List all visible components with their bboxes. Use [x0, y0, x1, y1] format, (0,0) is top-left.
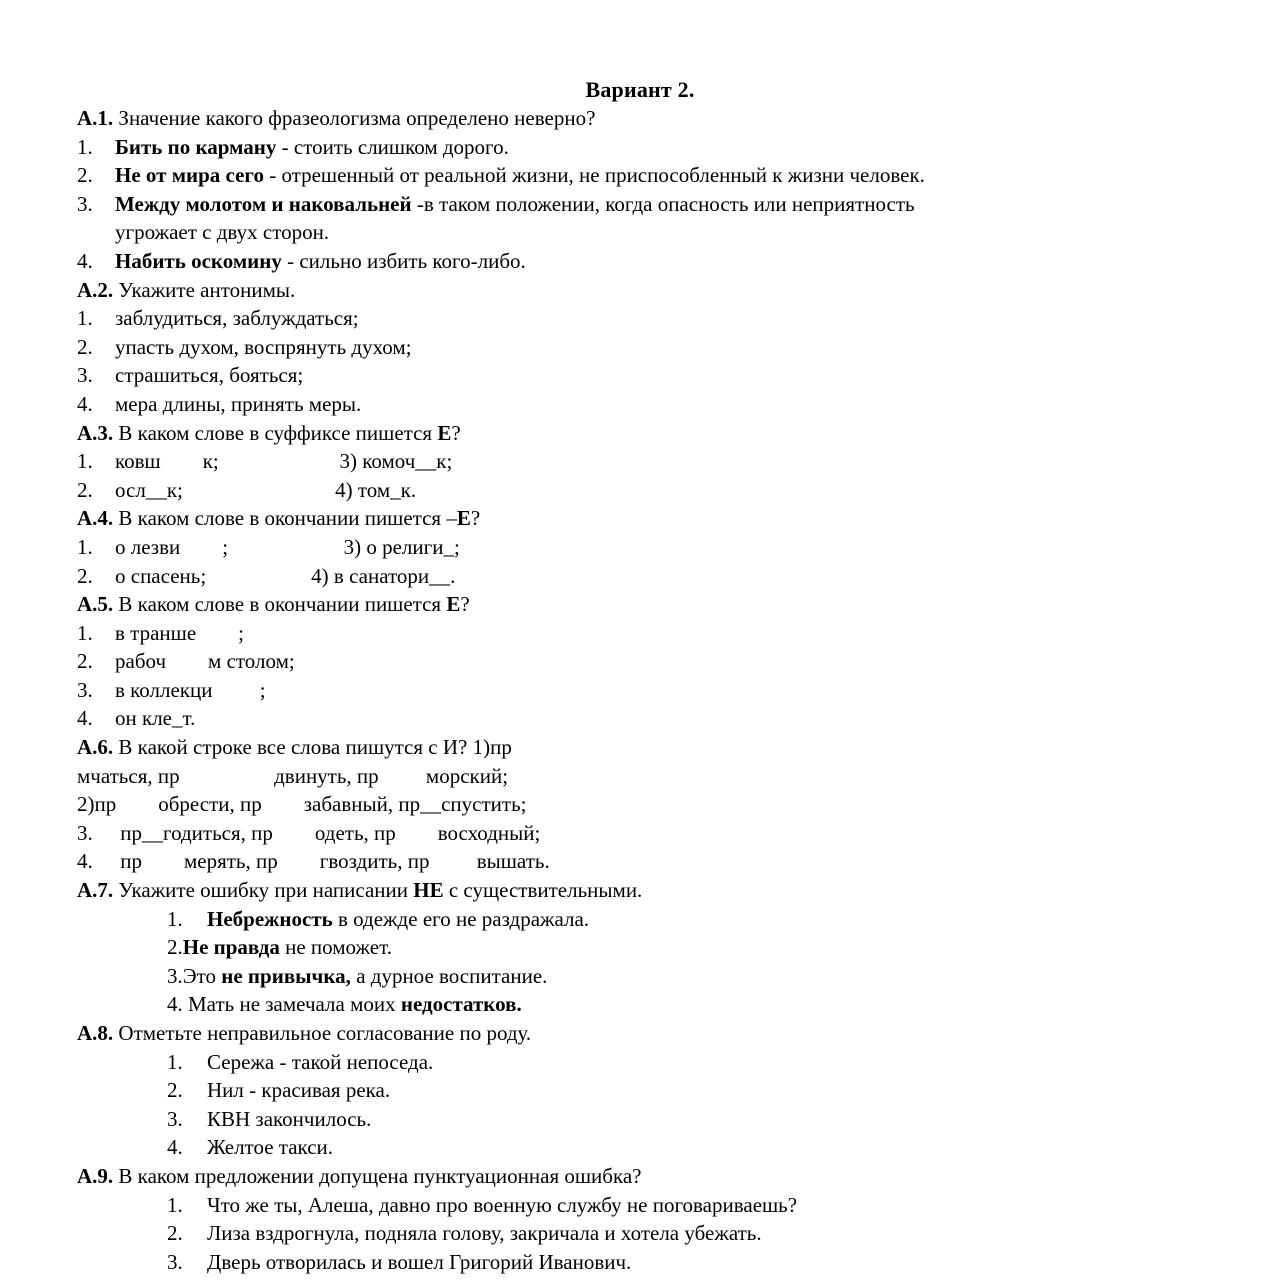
answer-option-number: 3.: [77, 820, 93, 845]
answer-option[interactable]: [0, 619, 1280, 648]
page-title: Вариант 2.: [585, 77, 695, 102]
answer-option-emphasis: Между молотом и наковальней: [115, 191, 412, 216]
question-prompt-tail: ?: [451, 420, 461, 445]
answer-option[interactable]: [0, 333, 1280, 362]
answer-option-text: [207, 1219, 1260, 1248]
answer-option-text: [207, 1248, 1260, 1277]
answer-option-emphasis: Набить оскомину: [115, 248, 282, 273]
answer-option-emphasis: недостатков.: [400, 992, 522, 1017]
answer-option[interactable]: [0, 990, 1280, 1019]
answer-option-number: 1.: [77, 134, 93, 159]
answer-option-text: [207, 905, 1260, 934]
answer-option-number: 2.: [77, 649, 93, 674]
question-block-a-6: [0, 733, 1280, 876]
answer-option-number: 1.: [77, 306, 93, 331]
answer-option-text: [115, 333, 1250, 362]
answer-option[interactable]: [0, 962, 1280, 991]
question-block-a-2: [0, 276, 1280, 419]
answer-option-number: 1.: [77, 534, 93, 559]
answer-option-number: 2.: [77, 163, 93, 188]
answer-option-text: [115, 647, 1250, 676]
answer-option-text: [115, 562, 1250, 591]
answer-option-rest: страшиться, бояться;: [115, 363, 304, 388]
question-label: А.8.: [77, 1021, 114, 1045]
answer-option-number: 2.: [167, 935, 183, 960]
question-runover-line: мчаться, пр двинуть, пр морский;: [77, 763, 509, 788]
answer-option-number: 1.: [167, 1049, 183, 1074]
answer-option-rest: Дверь отворилась и вошел Григорий Иванович.: [207, 1249, 632, 1274]
question-block-a-1: [0, 104, 1280, 276]
answer-option-text: [115, 304, 1250, 333]
answer-option[interactable]: [0, 161, 1280, 190]
question-prompt-emphasis: Е: [446, 592, 461, 617]
answer-option[interactable]: [0, 1076, 1280, 1105]
question-heading: [0, 733, 1280, 762]
answer-option[interactable]: [0, 476, 1280, 505]
question-label: А.3.: [77, 420, 114, 445]
question-prompt-emphasis: Е: [456, 506, 471, 531]
answer-option-number: 1.: [167, 906, 183, 931]
question-block-a-9: [0, 1162, 1280, 1276]
answer-option-number: 2.: [77, 477, 93, 502]
answer-option-rest: - отрешенный от реальной жизни, не приспособленный к жизни человек.: [263, 163, 925, 188]
answer-option-rest: мера длины, принять меры.: [115, 391, 362, 416]
answer-option-rest: Лиза вздрогнула, подняла голову, закричала и хотела убежать.: [207, 1221, 762, 1246]
answer-option-rest: рабоч м столом;: [115, 649, 295, 674]
answer-option-number: 3.: [167, 963, 183, 988]
answer-option[interactable]: [0, 847, 1280, 876]
answer-option-number: 2.: [77, 334, 93, 359]
answer-option[interactable]: [0, 933, 1280, 962]
answer-option-number: 4.: [77, 248, 93, 273]
question-block-a-3: [0, 419, 1280, 505]
answer-option[interactable]: [0, 647, 1280, 676]
answer-option[interactable]: [0, 190, 1280, 219]
question-heading: [0, 276, 1280, 305]
answer-option-number: 2.: [167, 1078, 183, 1103]
answer-option-number: 2.: [167, 1221, 183, 1246]
answer-option-rest: осл__к; 4) том_к.: [115, 477, 417, 502]
answer-option-number: 3.: [77, 191, 93, 216]
answer-option-rest: а дурное воспитание.: [350, 963, 548, 988]
question-heading: [0, 1162, 1280, 1191]
question-prompt: В каком слове в суффиксе пишется: [113, 420, 438, 445]
answer-option-continuation: угрожает с двух сторон.: [115, 220, 330, 245]
answer-option-number: 3.: [77, 363, 93, 388]
answer-option-text: [115, 619, 1250, 648]
question-block-a-8: [0, 1019, 1280, 1162]
answer-option-rest: в одежде его не раздражала.: [332, 906, 590, 931]
question-label: А.4.: [77, 506, 114, 531]
answer-option-text: [115, 190, 1250, 219]
answer-option[interactable]: [0, 133, 1280, 162]
answer-option-rest: не поможет.: [279, 935, 392, 960]
answer-option-text: [115, 247, 1250, 276]
question-label: А.7.: [77, 878, 114, 903]
answer-option-text: [207, 1048, 1260, 1077]
answer-option-rest: Что же ты, Алеша, давно про военную службу не поговариваешь?: [207, 1192, 798, 1217]
answer-option-number: 4.: [167, 992, 183, 1017]
answer-option-rest: КВН закончилось.: [207, 1106, 372, 1131]
question-prompt: В каком предложении допущена пунктуационная ошибка?: [113, 1163, 642, 1188]
answer-option-number: 3.: [167, 1249, 183, 1274]
answer-option-prefix: Мать не замечала моих: [182, 992, 401, 1017]
answer-option-number: 4.: [167, 1135, 183, 1160]
answer-option-text: [115, 676, 1250, 705]
answer-option[interactable]: [0, 1219, 1280, 1248]
answer-option[interactable]: [0, 390, 1280, 419]
question-prompt: В каком слове в окончании пишется: [113, 592, 447, 617]
answer-option-text: [115, 133, 1250, 162]
answer-option-rest: в коллекци ;: [115, 677, 266, 702]
answer-option-number: 1.: [77, 449, 93, 474]
question-block-a-4: [0, 504, 1280, 590]
answer-option[interactable]: [0, 1248, 1280, 1277]
answer-option-number: 4.: [77, 706, 93, 731]
question-label: А.2.: [77, 277, 114, 302]
answer-option[interactable]: [0, 533, 1280, 562]
answer-option-number: 3.: [77, 677, 93, 702]
question-label: А.9.: [77, 1163, 114, 1188]
question-prompt: Значение какого фразеологизма определено неверно?: [113, 106, 596, 130]
question-prompt-emphasis: НЕ: [413, 878, 444, 903]
answer-option-number: 1.: [167, 1192, 183, 1217]
answer-option[interactable]: [0, 247, 1280, 276]
answer-option[interactable]: [0, 304, 1280, 333]
question-block-a-5: [0, 590, 1280, 733]
answer-option[interactable]: [0, 1048, 1280, 1077]
answer-option-number: 3.: [167, 1106, 183, 1131]
answer-option[interactable]: [0, 1105, 1280, 1134]
answer-option-text: [115, 161, 1250, 190]
answer-option-rest: Нил - красивая река.: [207, 1078, 391, 1103]
answer-option-text: [183, 933, 1260, 962]
question-runover-line: 2)пр обрести, пр забавный, пр__спустить;: [77, 792, 527, 817]
answer-option-number: 4.: [77, 849, 93, 874]
answer-option-rest: -в таком положении, когда опасность или неприятность: [411, 191, 915, 216]
answer-option-rest: о спасень; 4) в санатори__.: [115, 563, 456, 588]
answer-option-rest: о лезви ; 3) о религи_;: [115, 534, 460, 559]
answer-option[interactable]: [0, 819, 1280, 848]
answer-option-text: [115, 447, 1250, 476]
answer-option-text: [183, 962, 1260, 991]
answer-option-text: [115, 704, 1250, 733]
answer-option-number: 2.: [77, 563, 93, 588]
question-heading: [0, 419, 1280, 448]
answer-option[interactable]: [0, 562, 1280, 591]
answer-option-emphasis: Не от мира сего: [115, 163, 264, 188]
answer-option-rest: пр__годиться, пр одеть, пр восходный;: [115, 820, 541, 845]
answer-option-text: [207, 1133, 1260, 1162]
question-heading: [0, 1019, 1280, 1048]
answer-option-text: [115, 533, 1250, 562]
question-prompt-emphasis: Е: [437, 420, 452, 445]
question-heading: [0, 104, 1280, 133]
answer-option[interactable]: [0, 447, 1280, 476]
answer-option-rest: он кле_т.: [115, 706, 196, 731]
question-label: А.1.: [77, 106, 114, 130]
question-prompt: В каком слове в окончании пишется –: [113, 506, 457, 531]
answer-option-rest: Сережа - такой непоседа.: [207, 1049, 434, 1074]
answer-option-rest: упасть духом, воспрянуть духом;: [115, 334, 412, 359]
answer-option[interactable]: [0, 1191, 1280, 1220]
question-heading: [0, 876, 1280, 905]
answer-option-emphasis: Небрежность: [207, 906, 333, 931]
question-list: [0, 104, 1280, 1276]
answer-option-rest: заблудиться, заблуждаться;: [115, 306, 359, 331]
question-prompt: Укажите ошибку при написании: [113, 878, 414, 903]
answer-option[interactable]: [0, 905, 1280, 934]
answer-option-text: [115, 847, 1250, 876]
answer-option-rest: - стоить слишком дорого.: [276, 134, 509, 159]
question-prompt-tail: ?: [470, 506, 481, 531]
answer-option[interactable]: [0, 704, 1280, 733]
answer-option-emphasis: Не правда: [182, 935, 280, 960]
answer-option-rest: ковш к; 3) комоч__к;: [115, 449, 453, 474]
answer-option-number: 4.: [77, 391, 93, 416]
question-heading: [0, 504, 1280, 533]
question-prompt: Укажите антонимы.: [113, 277, 296, 302]
answer-option-prefix: Это: [182, 963, 222, 988]
answer-option[interactable]: [0, 1133, 1280, 1162]
answer-option-rest: пр мерять, пр гвоздить, пр вышать.: [115, 849, 550, 874]
question-prompt: Отметьте неправильное согласование по роду.: [113, 1021, 532, 1045]
answer-option-text: [115, 390, 1250, 419]
answer-option-rest: Желтое такси.: [207, 1135, 334, 1160]
question-prompt-tail: с существительными.: [443, 878, 643, 903]
answer-option-rest: в транше ;: [115, 620, 244, 645]
answer-option-number: 1.: [77, 620, 93, 645]
question-label: А.5.: [77, 592, 114, 617]
answer-option-text: [207, 1191, 1260, 1220]
answer-option-text: [115, 819, 1250, 848]
question-label: А.6.: [77, 735, 114, 760]
question-prompt: В какой строке все слова пишутся с И? 1)пр: [113, 735, 512, 760]
answer-option-emphasis: не привычка,: [221, 963, 351, 988]
answer-option-text: [207, 1105, 1260, 1134]
answer-option-rest: - сильно избить кого-либо.: [281, 248, 526, 273]
answer-option[interactable]: [0, 676, 1280, 705]
question-prompt-tail: ?: [460, 592, 470, 617]
answer-option-emphasis: Бить по карману: [115, 134, 277, 159]
question-heading: [0, 590, 1280, 619]
answer-option-text: [207, 1076, 1260, 1105]
answer-option-text: [183, 990, 1260, 1019]
answer-option-text: [115, 361, 1250, 390]
answer-option-text: [115, 476, 1250, 505]
answer-option[interactable]: [0, 361, 1280, 390]
question-block-a-7: [0, 876, 1280, 1019]
